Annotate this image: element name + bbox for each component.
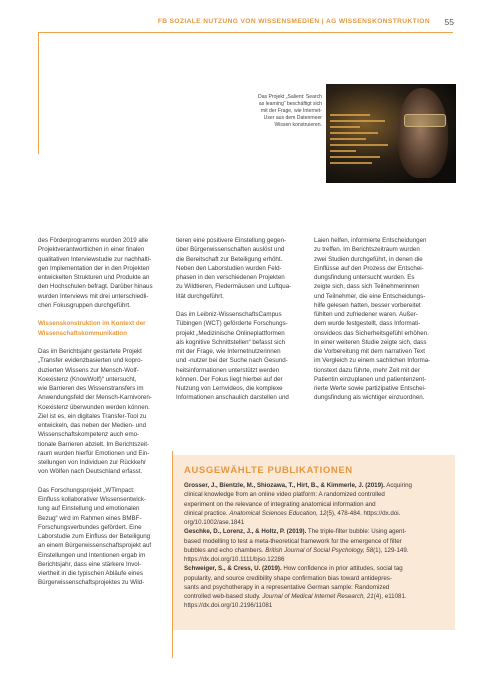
- text-column-1: [38, 236, 165, 597]
- paragraph: Das Forschungsprojekt „WTimpact: Einfluss kollaborativer Wissensentwick- lung auf Einstellung und emotionalen Bezug“ wird im Rahmen eines BMBF- Forschungsverbundes gefördert. Eine Laborstudie zum Einfluss der Beteiligung an einem Bürgerwissenschaftsprojekt auf Einstellungen und Intentionen ergab im Berichtsjahr, dass eine stärkere Invol- viertheit in die typischen Abläufe eines Bürgerwissenschaftsprojektes zu Wild-: [38, 486, 152, 587]
- section-subheading: Wissenskonstruktion im Kontext der Wissenschaftskommunikation: [38, 320, 146, 337]
- caption-line: Wissen konstruieren.: [274, 122, 322, 128]
- publication-entry: Schweiger, S., & Cress, U. (2019). How confidence in prior attitudes, social tag popularity, and source credibility shape confirmation bias toward antidepres- sants and psychotherapy in a representative German sample: Randomized controlled web-based study. Journal of Medical Internet Research, 21(4), e11081. https://dx.doi.org/10.2196/11081: [184, 565, 407, 610]
- caption-line: Das Projekt „Salient: Search: [258, 94, 322, 100]
- text-column-2: [176, 236, 306, 412]
- header-rule-horizontal: [38, 32, 453, 33]
- screen-reflection: [330, 112, 392, 172]
- paragraph: tieren eine positivere Einstellung gegen- über Bürgerwissenschaften auslöst und die Bereitschaft zur Beteiligung erhöht. Neben den Laborstudien wurden Feld- phasen in den verschiedenen Projekten zu Wildtieren, Fledermäusen und Luftqua- lität durchgeführt.: [176, 237, 292, 300]
- page-number: 55: [444, 17, 454, 27]
- glasses-shape: [404, 114, 446, 127]
- publications-rule: [172, 451, 173, 658]
- publications-list: [184, 481, 450, 611]
- publication-entry: Geschke, D., Lorenz, J., & Holtz, P. (2019). The triple-filter bubble: Using agent- based modelling to test a meta-theoretical framework for the emergence of filter bubbles and echo chambers. British Journal of Social Psychology, 58(1), 129-149. https://dx.doi.org/10.1111/bjso.12286: [184, 528, 409, 563]
- page-header: [0, 18, 480, 32]
- section-title: FB SOZIALE NUTZUNG VON WISSENSMEDIEN | AG WISSENSKONSTRUKTION: [157, 18, 430, 25]
- paragraph: Das im Berichtsjahr gestartete Projekt „Transfer evidenzbasierten und kopro- duzierten Wissens zur Mensch-Wolf- Koexistenz (KnowWolf)“ untersucht, wie Barrieren des Wissenstransfers im Anwendungsfeld der Mensch-Karnivoren- Koexistenz überwunden werden können. Ziel ist es, ein digitales Transfer-Tool zu entwickeln, das neben der Medien- und Wissenschaftskompetenz auch emo- tionale Barrieren abzielt. Im Berichtszeit- raum wurden hierfür Emotionen und Ein- stellungen von Individuen zur Rückkehr von Wölfen nach Deutschland erfasst.: [38, 348, 152, 476]
- publications-title: AUSGEWÄHLTE PUBLIKATIONEN: [184, 465, 353, 476]
- header-rule-vertical: [38, 32, 39, 154]
- face-silhouette: [398, 88, 448, 178]
- caption-line: mit der Frage, wie Internet-: [260, 108, 322, 114]
- caption-line: as learning“ beschäftigt sich: [258, 101, 322, 107]
- paragraph: Laien helfen, informierte Entscheidungen zu treffen. Im Berichtszeitraum wurden zwei Studien durchgeführt, in denen die Einflüsse auf den Prozess der Entschei- dungsfindung untersucht wurden. Es zeigte sich, dass sich Teilnehmerinnen und Teilnehmer, die eine Entscheidungs- hilfe gelesen hatten, besser vorbereitet fühlten und zufriedener waren. Außer- dem wurde festgestellt, dass Informati- onsvideos das Sicherheitsgefühl erhöhen. In einer weiteren Studie zeigte sich, dass die Vorbereitung mit dem narrativen Text im Vergleich zu einem sachlichen Informa- tionstext dazu führte, mehr Zeit mit der Patientin einzuplanen und patientenzent- rierte Werte sowie partizipative Entschei- dungsfindung als wichtiger einzuordnen.: [314, 237, 431, 402]
- paragraph: des Förderprogramms wurden 2019 alle Projektverantwortlichen in einer finalen qualitativen Interviewstudie zur nachhalti- gen Implementation der in den Projekten entwickelten Strukturen und Produkte an den Hochschulen befragt. Darüber hinaus wurden Interviews mit drei unterschiedli- chen Fokusgruppen durchgeführt.: [38, 237, 153, 309]
- photo-caption: [236, 94, 322, 129]
- caption-line: User aus dem Datenmeer: [263, 115, 322, 121]
- text-column-3: [314, 236, 454, 412]
- paragraph: Das im Leibniz-WissenschaftsCampus Tübingen (WCT) geförderte Forschungs- projekt „Medizinische Onlineplattformen als kognitive Schnittstellen“ befasst sich mit der Frage, wie Internetnutzerinnen und -nutzer bei der Suche nach Gesund- heitsinformationen unterstützt werden können. Der Fokus liegt hierbei auf der Nutzung von Lernvideos, die komplexe Informationen anschaulich darstellen und: [176, 311, 289, 402]
- woman-screen-photo: [326, 84, 456, 183]
- publication-entry: Grosser, J., Bientzle, M., Shiozawa, T., Hirt, B., & Kimmerle, J. (2019). Acquiring clinical knowledge from an online video platform: A randomized controlled experiment on the relevance of integrating anatomical information and clinical practice. Anatomical Sciences Education, 12(5), 478-484. https://dx.doi. org/10.1002/ase.1841: [184, 482, 412, 526]
